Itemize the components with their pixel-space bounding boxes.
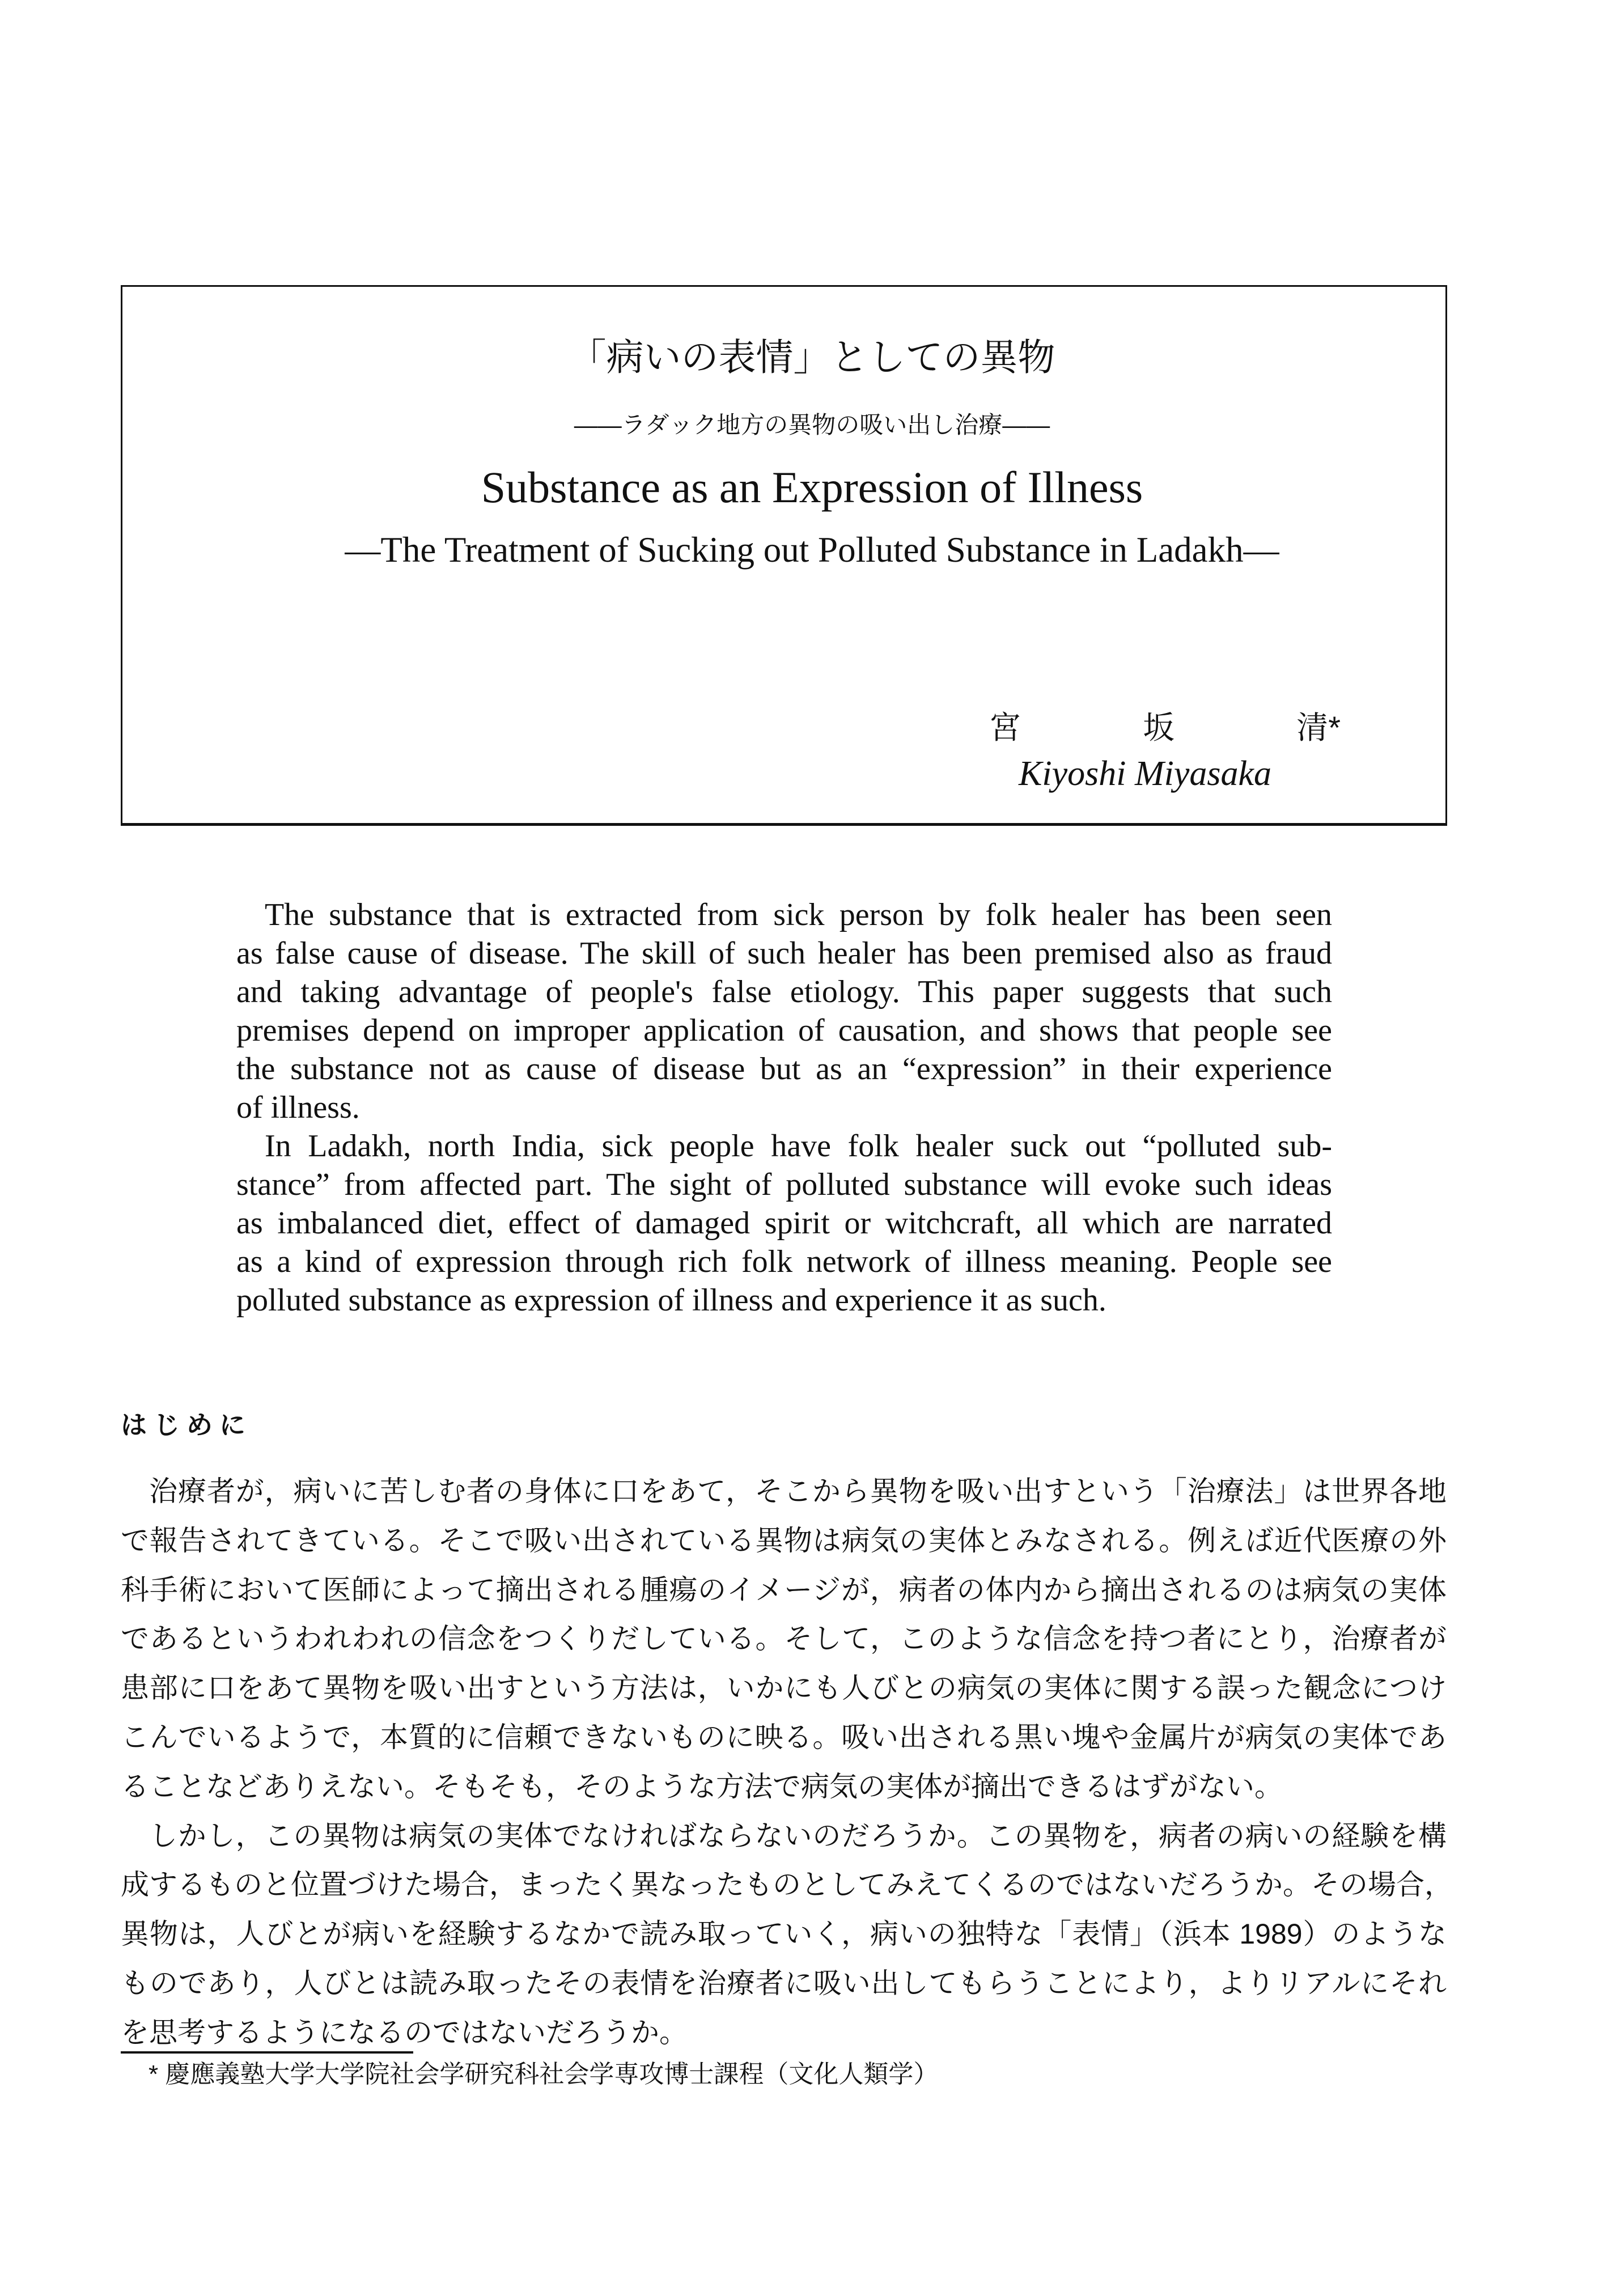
text-line: 成するものと位置づけた場合，まったく異なったものとしてみえてくるのではないだろうか。その場合， (121, 1869, 1453, 1901)
text-line: the substance not as cause of disease but as an “expression” in their experience (236, 1051, 1332, 1087)
text-line: polluted substance as expression of illness and experience it as such. (236, 1283, 1106, 1318)
text-line: of illness. (236, 1090, 360, 1125)
text-line: 異物は，人びとが病いを経験するなかで読み取っていく，病いの独特な「表情」（浜本 1989）のような (121, 1918, 1447, 1950)
text-line: こんでいるようで，本質的に信頼できないものに映る。吸い出される黒い塊や金属片が病気の実体であ (121, 1721, 1447, 1753)
text-line: and taking advantage of people's false etiology. This paper suggests that such (236, 974, 1332, 1009)
text-line: In Ladakh, north India, sick people have folk healer suck out “polluted sub- (265, 1129, 1332, 1164)
text-line: as a kind of expression through rich folk network of illness meaning. People see (236, 1244, 1332, 1279)
text-line: premises depend on improper application of causation, and shows that people see (236, 1013, 1332, 1048)
paragraph (236, 896, 1332, 1127)
paragraph (236, 1127, 1332, 1320)
text-line: 治療者が，病いに苦しむ者の身体に口をあて，そこから異物を吸い出すという「治療法」は世界各地 (149, 1475, 1447, 1507)
english-title: Substance as an Expression of Illness (481, 463, 1143, 512)
text-line: The substance that is extracted from sick person by folk healer has been seen (265, 897, 1332, 932)
text-line: で報告されてきている。そこで吸い出されている異物は病気の実体とみなされる。例えば近代医療の外 (121, 1524, 1447, 1556)
author-english: Kiyoshi Miyasaka (1019, 754, 1271, 793)
text-line: 患部に口をあて異物を吸い出すという方法は，いかにも人びとの病気の実体に関する誤った観念につけ (121, 1672, 1447, 1704)
text-line: ものであり，人びとは読み取ったその表情を治療者に吸い出してもらうことにより，よりリアルにそれ (121, 1967, 1447, 1999)
text-line: しかし，この異物は病気の実体でなければならないのだろうか。この異物を，病者の病いの経験を構 (149, 1819, 1447, 1852)
text-line: as imbalanced diet, effect of damaged spirit or witchcraft, all which are narrated (236, 1206, 1332, 1241)
author-char: 坂 (1143, 710, 1175, 745)
text-line: ることなどありえない。そもそも，そのような方法で病気の実体が摘出できるはずがない。 (121, 1770, 1283, 1802)
text-line: stance” from affected part. The sight of polluted substance will evoke such ideas (236, 1167, 1332, 1202)
japanese-title: 「病いの表情」としての異物 (569, 336, 1055, 378)
abstract (236, 896, 1332, 1320)
author-char: 清* (1296, 710, 1341, 745)
author-japanese (989, 707, 1341, 748)
japanese-subtitle: ――ラダック地方の異物の吸い出し治療―― (574, 412, 1050, 438)
footnote-divider (121, 2051, 413, 2054)
body-text (121, 1467, 1453, 2058)
text-line: as false cause of disease. The skill of such healer has been premised also as fraud (236, 936, 1332, 971)
footnote: * 慶應義塾大学大学院社会学研究科社会学専攻博士課程（文化人類学） (149, 2060, 939, 2088)
text-line: を思考するようになるのではないだろうか。 (121, 2016, 688, 2048)
paragraph (121, 1467, 1447, 1812)
text-line: であるというわれわれの信念をつくりだしている。そして，このような信念を持つ者にとり，治療者が (121, 1623, 1447, 1655)
author-char: 宮 (989, 710, 1021, 745)
paragraph (121, 1812, 1453, 2058)
text-line: 科手術において医師によって摘出される腫瘍のイメージが，病者の体内から摘出されるのは病気の実体 (121, 1573, 1447, 1606)
english-subtitle: —The Treatment of Sucking out Polluted Substance in Ladakh— (345, 530, 1279, 570)
section-heading: はじめに (121, 1410, 252, 1440)
